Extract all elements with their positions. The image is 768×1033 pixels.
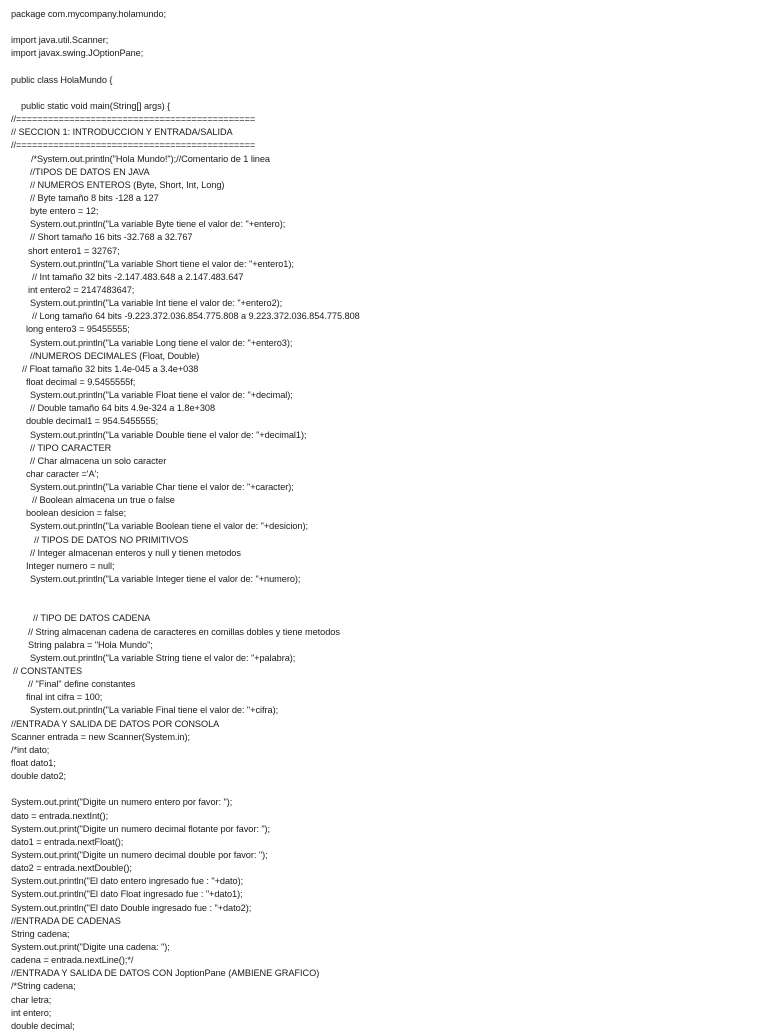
code-line: // Int tamaño 32 bits -2.147.483.648 a 2.147.483.647 (32, 271, 244, 282)
code-line: public static void main(String[] args) { (21, 100, 171, 111)
code-line: //TIPOS DE DATOS EN JAVA (30, 166, 150, 177)
code-line: /*int dato; (11, 744, 50, 755)
code-line: Scanner entrada = new Scanner(System.in); (11, 731, 190, 742)
code-line: System.out.print("Digite un numero decimal flotante por favor: "); (11, 823, 271, 834)
code-line: System.out.println("La variable Byte tiene el valor de: "+entero); (30, 219, 286, 230)
code-line: dato = entrada.nextInt(); (11, 810, 109, 821)
code-line: final int cifra = 100; (26, 692, 103, 703)
code-line: // String almacenan cadena de caracteres en comillas dobles y tiene metodos (28, 626, 340, 637)
code-line: // Double tamaño 64 bits 4.9e-324 a 1.8e+308 (30, 403, 216, 414)
code-line: cadena = entrada.nextLine();*/ (11, 955, 134, 966)
code-line: public class HolaMundo { (11, 74, 113, 85)
code-line: // SECCION 1: INTRODUCCION Y ENTRADA/SALIDA (11, 127, 233, 138)
code-line: System.out.println("La variable Final tiene el valor de: "+cifra); (30, 705, 279, 716)
code-line: dato2 = entrada.nextDouble(); (11, 863, 132, 874)
code-line: double dato2; (11, 771, 67, 782)
code-line: import javax.swing.JOptionPane; (11, 48, 144, 59)
code-line: // Short tamaño 16 bits -32.768 a 32.767 (30, 232, 193, 243)
code-line: int entero; (11, 1007, 52, 1018)
code-line: // Float tamaño 32 bits 1.4e-045 a 3.4e+038 (22, 363, 199, 374)
code-line: System.out.println("La variable Char tiene el valor de: "+caracter); (30, 482, 294, 493)
code-line: /*System.out.println("Hola Mundo!");//Comentario de 1 linea (31, 153, 270, 164)
code-line: System.out.println("El dato entero ingresado fue : "+dato); (11, 876, 244, 887)
code-line: System.out.println("La variable Boolean tiene el valor de: "+desicion); (30, 521, 308, 532)
code-line: double decimal1 = 954.5455555; (26, 416, 159, 427)
code-line (0, 783, 768, 796)
code-line: char letra; (11, 994, 52, 1005)
code-line: import java.util.Scanner; (11, 35, 109, 46)
code-line: int entero2 = 2147483647; (28, 284, 135, 295)
code-line: System.out.println("La variable String tiene el valor de: "+palabra); (30, 652, 296, 663)
code-line: System.out.print("Digite un numero decimal double por favor: "); (11, 850, 268, 860)
code-line: System.out.print("Digite un numero entero por favor: "); (11, 797, 233, 808)
code-line: System.out.println("El dato Double ingresado fue : "+dato2); (11, 902, 252, 913)
code-line: // Byte tamaño 8 bits -128 a 127 (30, 192, 159, 203)
code-line: dato1 = entrada.nextFloat(); (11, 836, 124, 847)
code-line: // CONSTANTES (13, 666, 83, 677)
code-line: // "Final" define constantes (28, 679, 136, 690)
code-line: System.out.print("Digite una cadena: "); (11, 941, 170, 952)
code-line: Integer numero = null; (26, 560, 115, 571)
code-line: System.out.println("La variable Int tiene el valor de: "+entero2); (30, 298, 283, 309)
code-line: //NUMEROS DECIMALES (Float, Double) (30, 350, 200, 361)
code-line (0, 599, 768, 612)
code-line: package com.mycompany.holamundo; (11, 9, 167, 19)
code-line: //ENTRADA DE CADENAS (11, 915, 121, 926)
code-line: String palabra = "Hola Mundo"; (28, 639, 153, 650)
code-line: short entero1 = 32767; (28, 245, 120, 256)
code-line: //============================================= (11, 140, 256, 151)
code-line: //ENTRADA Y SALIDA DE DATOS CON JoptionPane (AMBIENE GRAFICO) (11, 968, 320, 979)
code-line (0, 586, 768, 599)
code-line: float dato1; (11, 758, 56, 769)
code-line: // TIPO DE DATOS CADENA (33, 613, 151, 624)
code-line (0, 21, 768, 34)
code-line: // TIPO CARACTER (30, 442, 112, 453)
code-line: System.out.println("La variable Integer tiene el valor de: "+numero); (30, 574, 301, 585)
code-line (0, 61, 768, 74)
code-line: // NUMEROS ENTEROS (Byte, Short, Int, Long) (30, 179, 225, 190)
code-line: float decimal = 9.5455555f; (26, 376, 136, 387)
code-line: System.out.println("La variable Double tiene el valor de: "+decimal1); (30, 429, 307, 440)
code-line: System.out.println("La variable Float tiene el valor de: "+decimal); (30, 390, 293, 401)
code-line: /*String cadena; (11, 981, 76, 992)
code-line: // Integer almacenan enteros y null y tienen metodos (30, 547, 241, 558)
code-line: boolean desicion = false; (26, 508, 127, 519)
code-document (0, 8, 768, 1033)
code-line: long entero3 = 95455555; (26, 324, 130, 335)
code-line: char caracter ='A'; (26, 468, 99, 479)
code-line: System.out.println("La variable Short tiene el valor de: "+entero1); (30, 258, 294, 269)
code-line: System.out.println("El dato Float ingresado fue : "+dato1); (11, 889, 243, 900)
code-line: // Boolean almacena un true o false (32, 495, 175, 506)
code-line: byte entero = 12; (30, 206, 99, 217)
code-line: double decimal; (11, 1020, 75, 1031)
code-line: System.out.println("La variable Long tiene el valor de: "+entero3); (30, 337, 293, 348)
code-line (0, 87, 768, 100)
code-line: // Char almacena un solo caracter (30, 455, 167, 466)
code-line: String cadena; (11, 928, 70, 939)
code-line: // Long tamaño 64 bits -9.223.372.036.854.775.808 a 9.223.372.036.854.775.808 (32, 311, 360, 322)
code-line: //============================================= (11, 114, 256, 125)
code-line: //ENTRADA Y SALIDA DE DATOS POR CONSOLA (11, 718, 220, 729)
code-line: // TIPOS DE DATOS NO PRIMITIVOS (34, 534, 189, 545)
